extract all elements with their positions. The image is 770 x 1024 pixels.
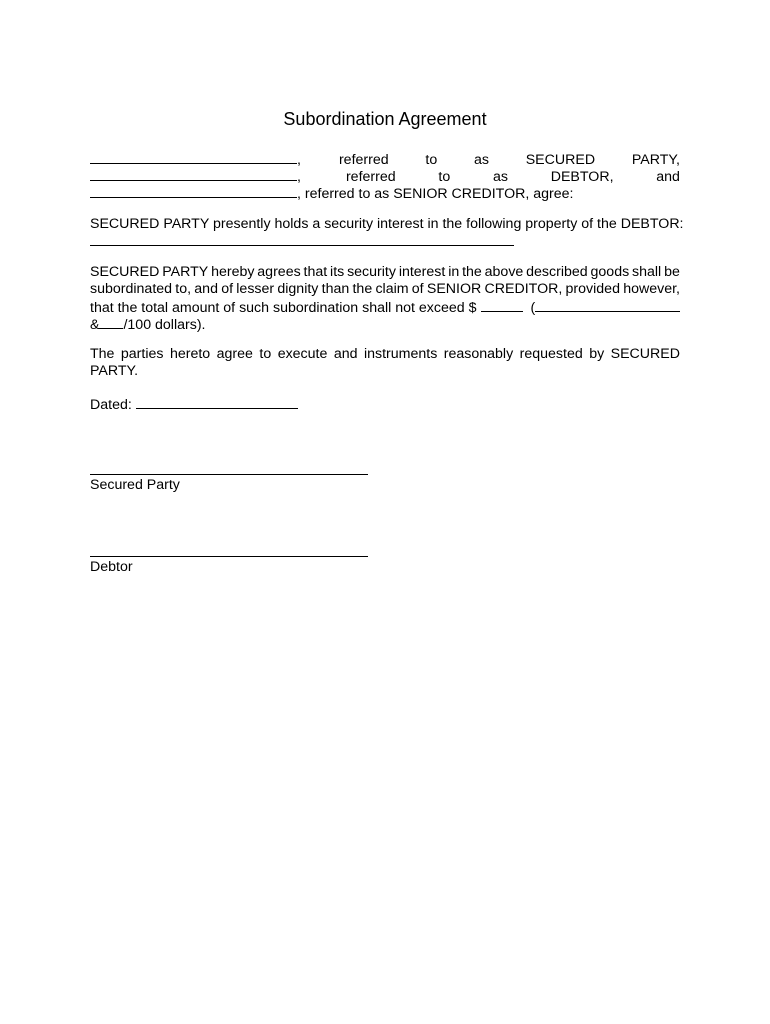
word: to: [259, 346, 272, 362]
word: instruments: [363, 346, 438, 362]
word: DEBTOR,: [550, 169, 614, 185]
word: be: [664, 264, 680, 280]
word: of: [411, 281, 424, 297]
word: than: [321, 281, 350, 297]
word: execute: [277, 346, 328, 362]
word: agrees: [257, 264, 301, 280]
word: shall: [632, 264, 662, 280]
word: referred: [338, 152, 389, 168]
subordination-limit-text: that the total amount of such subordination shall not exceed $: [90, 300, 477, 316]
execute-line-2: PARTY.: [90, 363, 139, 379]
word: the: [462, 264, 482, 280]
word: that: [303, 264, 328, 280]
debtor-signature-line[interactable]: [90, 556, 368, 557]
word: and: [333, 346, 358, 362]
ampersand: &: [90, 317, 100, 333]
dated-label: Dated:: [90, 397, 132, 413]
dated-row: [90, 395, 680, 414]
word: subordinated: [90, 281, 173, 297]
word: as: [473, 152, 489, 168]
subordination-line-3: [90, 298, 680, 315]
word: SECURED: [610, 346, 680, 362]
security-interest-text: SECURED PARTY presently holds a security interest in the following property of the DEBTOR:: [90, 216, 684, 232]
word: in: [448, 264, 460, 280]
subordination-line-4: [90, 315, 680, 332]
execute-line-1: [90, 346, 680, 363]
word: PARTY,: [631, 152, 680, 168]
debtor-signature-label: Debtor: [90, 559, 133, 575]
word: interest: [398, 264, 446, 280]
word: as: [492, 169, 508, 185]
word: of: [221, 281, 234, 297]
comma: ,: [297, 152, 301, 168]
secured-party-signature-line[interactable]: [90, 474, 368, 475]
word: its: [330, 264, 345, 280]
word: described: [526, 264, 588, 280]
subordination-line-1: [90, 264, 680, 281]
word: to: [438, 169, 451, 185]
open-paren: (: [530, 300, 536, 316]
word: CREDITOR,: [484, 281, 563, 297]
word: SECURED: [90, 264, 160, 280]
document-title: Subordination Agreement: [283, 109, 487, 129]
word: hereby: [211, 264, 255, 280]
amount-words-blank[interactable]: [535, 298, 680, 312]
word: PARTY: [162, 264, 209, 280]
secured-party-signature-label: Secured Party: [90, 477, 180, 493]
senior-creditor-name-blank[interactable]: [90, 184, 297, 198]
cents-blank[interactable]: [99, 315, 123, 329]
word: above: [484, 264, 524, 280]
word: agree: [216, 346, 253, 362]
word: provided: [565, 281, 620, 297]
word: The: [90, 346, 115, 362]
word: claim: [375, 281, 409, 297]
comma: ,: [297, 169, 301, 185]
word: reasonably: [443, 346, 514, 362]
word: to: [425, 152, 438, 168]
word: by: [589, 346, 605, 362]
word: and: [656, 169, 680, 185]
secured-party-row: [90, 150, 680, 167]
word: and: [194, 281, 218, 297]
word: referred: [345, 169, 396, 185]
word: SENIOR: [426, 281, 482, 297]
word: the: [352, 281, 373, 297]
subordination-paragraph: [90, 264, 680, 332]
debtor-name-blank[interactable]: [90, 167, 297, 181]
word: goods: [590, 264, 630, 280]
word: requested: [519, 346, 583, 362]
property-description-blank[interactable]: [90, 245, 514, 246]
security-interest-paragraph: [90, 216, 684, 233]
debtor-row: [90, 167, 680, 184]
word: parties: [120, 346, 164, 362]
word: to,: [175, 281, 192, 297]
dollars-text: /100 dollars).: [123, 317, 206, 333]
senior-creditor-designation: , referred to as SENIOR CREDITOR, agree:: [297, 186, 574, 202]
date-blank[interactable]: [136, 395, 298, 409]
execute-paragraph: [90, 346, 680, 380]
senior-creditor-row: [90, 184, 680, 201]
amount-number-blank[interactable]: [481, 298, 523, 312]
secured-party-name-blank[interactable]: [90, 150, 297, 164]
word: however,: [623, 281, 680, 297]
word: security: [347, 264, 396, 280]
subordination-line-2: [90, 281, 680, 298]
word: SECURED: [525, 152, 596, 168]
word: dignity: [277, 281, 319, 297]
word: hereto: [169, 346, 211, 362]
word: lesser: [236, 281, 275, 297]
